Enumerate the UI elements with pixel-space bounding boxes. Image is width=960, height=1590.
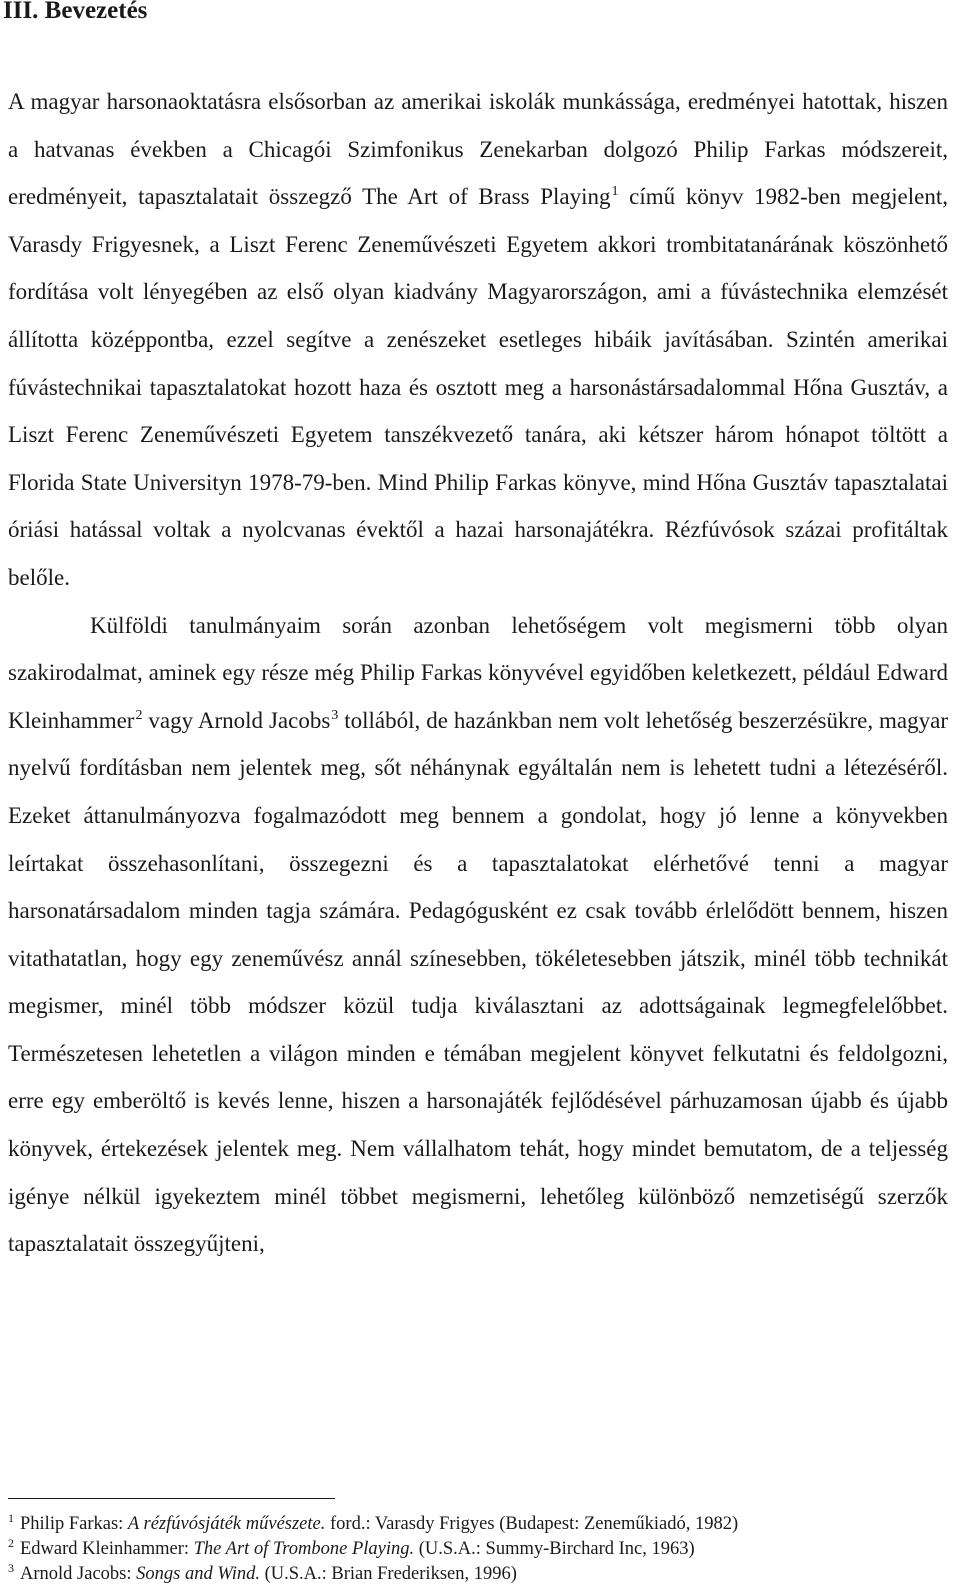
paragraph-2	[8, 602, 948, 1268]
paragraph-2-part-3: tollából, de hazánkban nem volt lehetőség beszerzésükre, magyar nyelvű fordításban nem jelentek meg, sőt néhánynak egyáltalán nem is lehetett tudni a létezéséről. Ezeket áttanulmányozva fogalmazódott meg bennem a gondolat, hogy jó lenne a könyvekben leírtakat összehasonlítani, összegezni és a tapasztalatokat elérhetővé tenni a magyar harsonatársadalom minden tagja számára. Pedagógusként ez csak tovább érlelődött bennem, hiszen vitathatatlan, hogy egy zeneművész annál színesebben, tökéletesebben játszik, minél több technikát megismer, minél több módszer közül tudja kiválasztani az adottságainak legmegfelelőbbet. Természetesen lehetetlen a világon minden e témában megjelent könyvet felkutatni és feldolgozni, erre egy emberöltő is kevés lenne, hiszen a harsonajáték fejlődésével párhuzamosan újabb és újabb könyvek, értekezések jelentek meg. Nem vállalhatom tehát, hogy mindet bemutatom, de a teljesség igénye nélkül igyekeztem minél többet megismerni, lehetőleg különböző nemzetiségű szerzők tapasztalatait összegyűjteni,	[8, 707, 949, 1257]
footnote-2	[8, 1537, 948, 1562]
section-heading: III. Bevezetés	[3, 0, 148, 24]
footnote-publication: (U.S.A.: Brian Frederiksen, 1996)	[259, 1564, 517, 1584]
footnote-number: 2	[8, 1536, 14, 1550]
footnotes	[8, 1512, 948, 1587]
footnote-1	[8, 1512, 948, 1537]
footnote-reference-1: 1	[611, 184, 619, 200]
footnote-3	[8, 1562, 948, 1587]
footnote-publication: ford.: Varasdy Frigyes (Budapest: Zeneműkiadó, 1982)	[325, 1514, 739, 1534]
paragraph-1-part-2: című könyv 1982-ben megjelent, Varasdy Frigyesnek, a Liszt Ferenc Zeneművészeti Egyetem akkori trombitatanárának köszönhető fordítása volt lényegében az első olyan kiadvány Magyarországon, ami a fúvástechnika elemzését állította középpontba, ezzel segítve a zenészeket esetleges hibáik javításában. Szintén amerikai fúvástechnikai tapasztalatokat hozott haza és osztott meg a harsonástársadalommal Hőna Gusztáv, a Liszt Ferenc Zeneművészeti Egyetem tanszékvezető tanára, aki kétszer három hónapot töltött a Florida State Universityn 1978-79-ben. Mind Philip Farkas könyve, mind Hőna Gusztáv tapasztalatai óriási hatással voltak a nyolcvanas évektől a hazai harsonajátékra. Rézfúvósok százai profitáltak belőle.	[8, 184, 948, 590]
footnote-number: 1	[8, 1511, 14, 1525]
footnote-number: 3	[8, 1561, 14, 1575]
paragraph-2-part-2: vagy Arnold Jacobs	[142, 707, 331, 733]
footnote-separator	[8, 1498, 335, 1499]
footnote-author: Edward Kleinhammer:	[20, 1539, 194, 1559]
footnote-reference-2: 2	[135, 707, 143, 723]
footnote-title: A rézfúvósjáték művészete.	[127, 1514, 326, 1534]
footnote-title: Songs and Wind.	[136, 1564, 260, 1584]
body-text	[8, 78, 948, 1268]
paragraph-2-part-1: Külföldi tanulmányaim során azonban lehetőségem volt megismerni több olyan szakirodalmat, aminek egy része még Philip Farkas könyvével egyidőben keletkezett, például Edward Kleinhammer	[8, 612, 948, 733]
paragraph-1-part-1: A magyar harsonaoktatásra elsősorban az amerikai iskolák munkássága, eredményei hatottak, hiszen a hatvanas években a Chicagói Szimfonikus Zenekarban dolgozó Philip Farkas módszereit, eredményeit, tapasztalatait összegző The Art of Brass Playing	[8, 89, 948, 210]
footnote-author: Arnold Jacobs:	[20, 1564, 137, 1584]
footnote-reference-3: 3	[331, 707, 339, 723]
footnote-publication: (U.S.A.: Summy-Birchard Inc, 1963)	[414, 1539, 695, 1559]
paragraph-1	[8, 78, 948, 602]
footnote-author: Philip Farkas:	[20, 1514, 128, 1534]
footnote-title: The Art of Trombone Playing.	[193, 1539, 415, 1559]
